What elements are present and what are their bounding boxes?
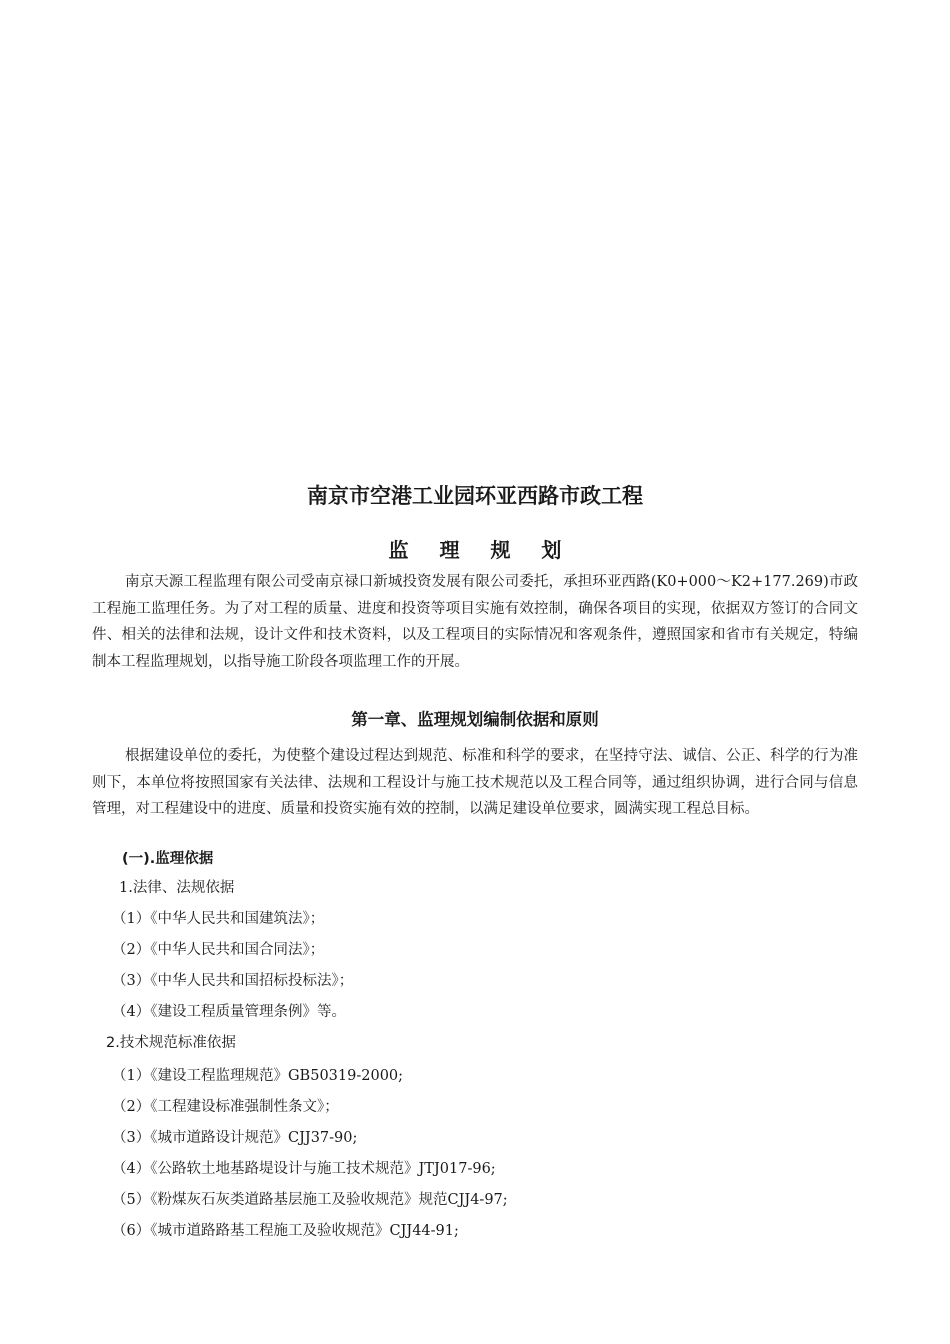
document-subtitle: 监 理 规 划 xyxy=(388,538,574,562)
intro-paragraph: 南京天源工程监理有限公司受南京禄口新城投资发展有限公司委托，承担环亚西路(K0+000～K2+177.269)市政工程施工监理任务。为了对工程的质量、进度和投资等项目实施有效控制，确保各项目的实现，依据双方签订的合同文件、相关的法律和法规，设计文件和技术资料，以及工程项目的实际情况和客观条件，遵照国家和省市有关规定，特编制本工程监理规划，以指导施工阶段各项监理工作的开展。 xyxy=(92,574,858,670)
list-item: （3）《城市道路设计规范》CJJ37-90; xyxy=(112,1130,358,1146)
list-item: （5）《粉煤灰石灰类道路基层施工及验收规范》规范CJJ4-97; xyxy=(112,1192,508,1208)
document-title: 南京市空港工业园环亚西路市政工程 xyxy=(307,484,643,508)
chapter-heading: 第一章、监理规划编制依据和原则 xyxy=(351,710,599,729)
list-item: （4）《公路软土地基路堤设计与施工技术规范》JTJ017-96; xyxy=(112,1161,496,1177)
list-item: （3）《中华人民共和国招标投标法》； xyxy=(112,973,354,989)
law-basis-heading: 1.法律、法规依据 xyxy=(119,880,235,896)
list-item: （1）《建设工程监理规范》GB50319-2000; xyxy=(112,1068,404,1084)
tech-basis-heading: 2.技术规范标准依据 xyxy=(106,1035,236,1051)
list-item: （2）《中华人民共和国合同法》； xyxy=(112,942,325,958)
list-item: （6）《城市道路路基工程施工及验收规范》CJJ44-91; xyxy=(112,1223,459,1239)
list-item: （4）《建设工程质量管理条例》等。 xyxy=(112,1004,346,1020)
list-item: （2）《工程建设标准强制性条文》； xyxy=(112,1099,339,1115)
chapter-paragraph: 根据建设单位的委托，为使整个建设过程达到规范、标准和科学的要求，在坚持守法、诚信、公正、科学的行为准则下，本单位将按照国家有关法律、法规和工程设计与施工技术规范以及工程合同等，通过组织协调，进行合同与信息管理，对工程建设中的进度、质量和投资实施有效的控制，以满足建设单位要求，圆满实现工程总目标。 xyxy=(92,748,858,818)
list-item: （1）《中华人民共和国建筑法》； xyxy=(112,911,325,927)
section-heading: (一).监理依据 xyxy=(122,851,214,867)
